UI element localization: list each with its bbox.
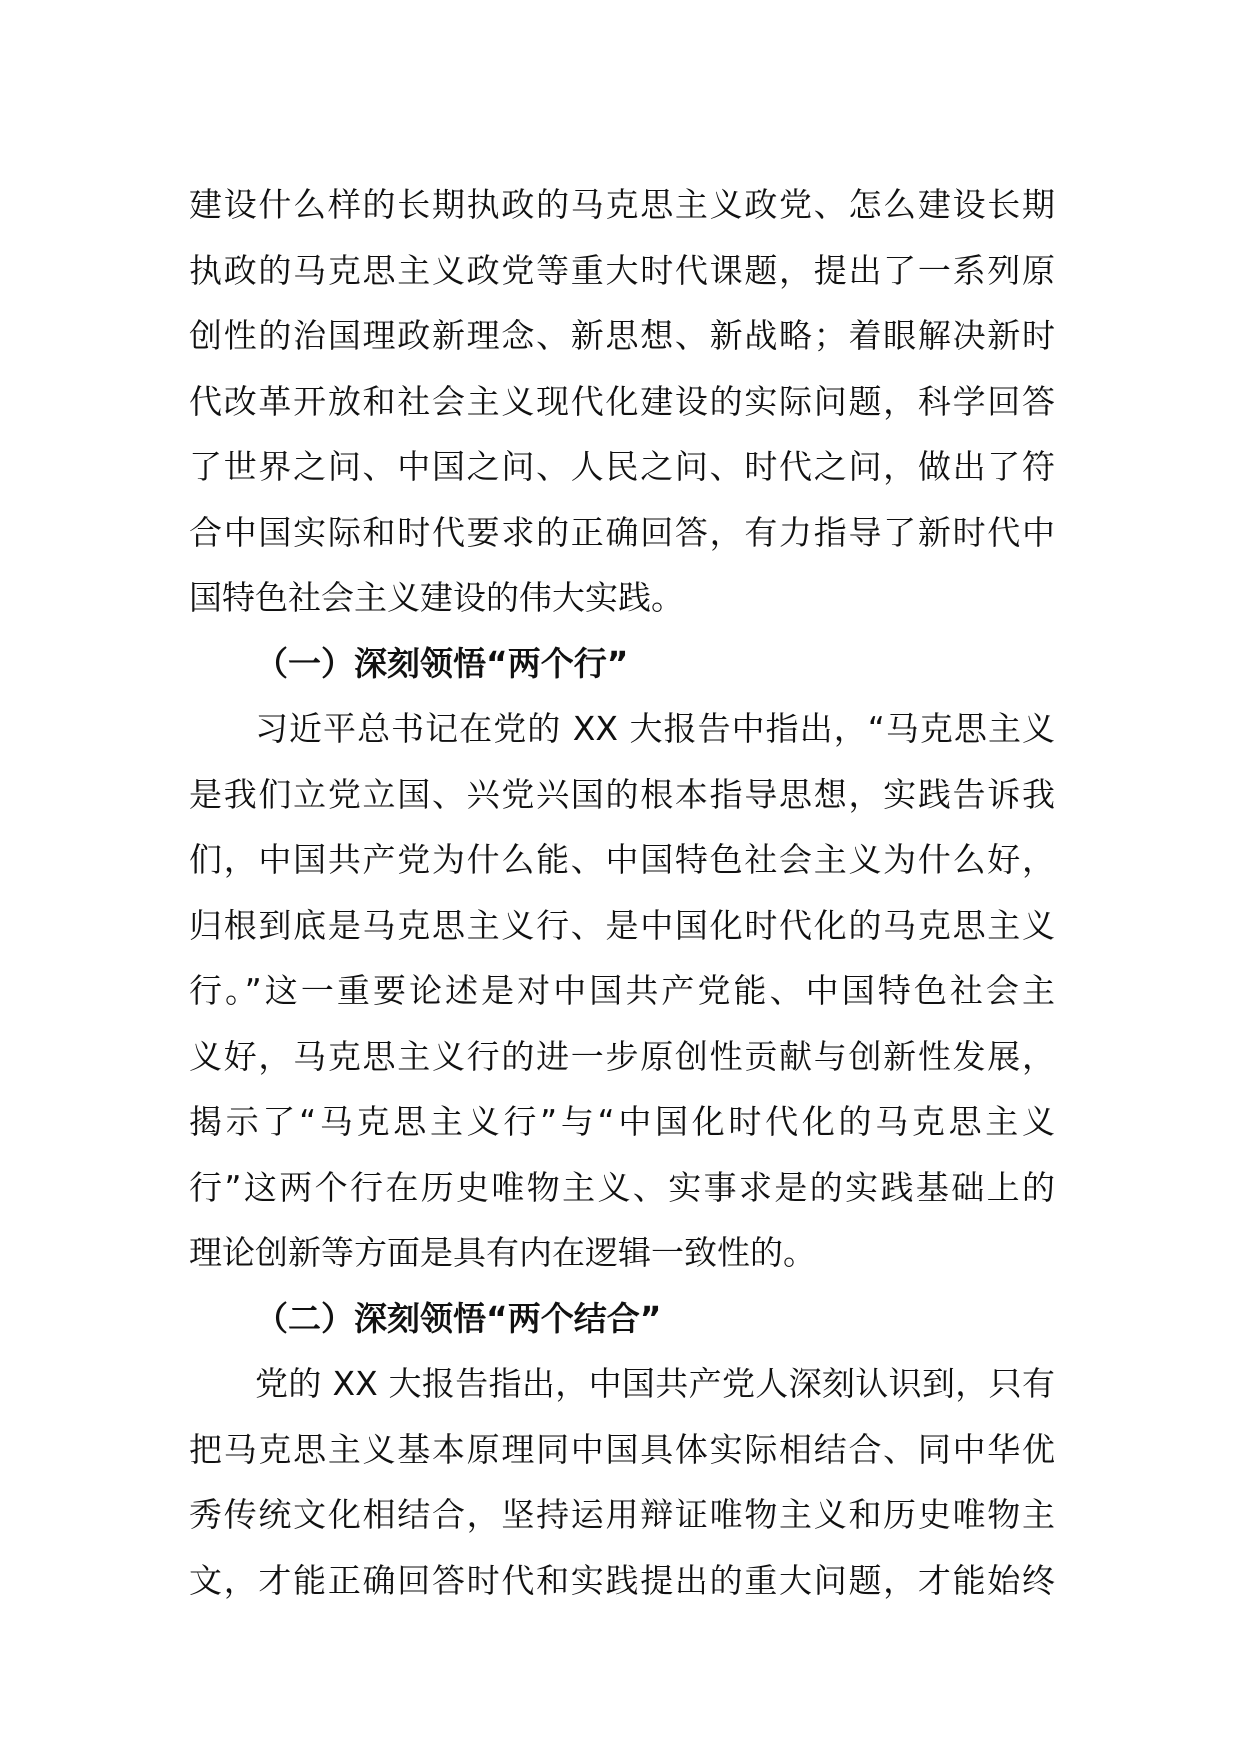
text-line: 把马克思主义基本原理同中国具体实际相结合、同中华优 [189, 1429, 1055, 1469]
text-line: 是我们立党立国、兴党兴国的根本指导思想，实践告诉我 [189, 774, 1055, 814]
text-line: 了世界之问、中国之问、人民之问、时代之问，做出了符 [189, 447, 1055, 486]
section-heading-1: （一）深刻领悟“两个行” [255, 643, 629, 683]
text-line: 国特色社会主义建设的伟大实践。 [189, 578, 684, 617]
section-heading-2: （二）深刻领悟“两个结合” [255, 1298, 662, 1338]
text-line: 合中国实际和时代要求的正确回答，有力指导了新时代中 [189, 512, 1055, 552]
text-line: 理论创新等方面是具有内在逻辑一致性的。 [189, 1233, 816, 1272]
text-line: 建设什么样的长期执政的马克思主义政党、怎么建设长期 [189, 185, 1055, 224]
text-line: 执政的马克思主义政党等重大时代课题，提出了一系列原 [189, 250, 1055, 290]
paragraph-2 [189, 696, 1055, 1286]
text-line: 归根到底是马克思主义行、是中国化时代化的马克思主义 [189, 905, 1055, 945]
text-line: 揭示了“马克思主义行”与“中国化时代化的马克思主义 [189, 1102, 1055, 1141]
text-line: 行。”这一重要论述是对中国共产党能、中国特色社会主 [189, 971, 1055, 1010]
text-line: 文，才能正确回答时代和实践提出的重大问题，才能始终 [189, 1560, 1055, 1600]
text-line: 代改革开放和社会主义现代化建设的实际问题，科学回答 [189, 381, 1055, 421]
text-line: 们，中国共产党为什么能、中国特色社会主义为什么好， [189, 840, 1055, 879]
paragraph-1 [189, 172, 1055, 631]
text-line: 党的 XX 大报告指出，中国共产党人深刻认识到，只有 [255, 1364, 1055, 1403]
text-line: 创性的治国理政新理念、新思想、新战略；着眼解决新时 [189, 316, 1055, 355]
text-line: 行”这两个行在历史唯物主义、实事求是的实践基础上的 [189, 1167, 1055, 1207]
text-line: 习近平总书记在党的 XX 大报告中指出，“马克思主义 [255, 709, 1055, 748]
document-body [189, 172, 1055, 1613]
paragraph-3 [189, 1351, 1055, 1613]
text-line: 秀传统文化相结合，坚持运用辩证唯物主义和历史唯物主 [189, 1495, 1055, 1534]
text-line: 义好，马克思主义行的进一步原创性贡献与创新性发展， [189, 1036, 1055, 1076]
